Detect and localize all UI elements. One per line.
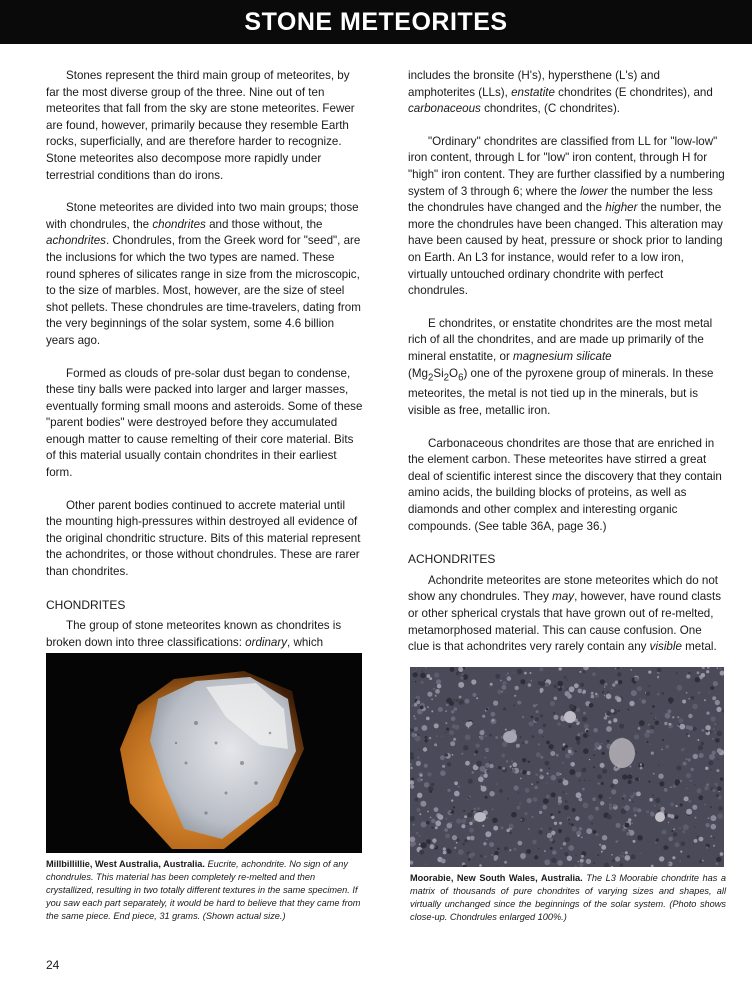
left-column [46, 68, 364, 667]
chondrite-texture-image [410, 667, 724, 867]
right-column [408, 68, 726, 672]
paragraph: "Ordinary" chondrites are classified from LL for "low-low" iron content, through L for "low" iron content, through H for "high" iron content. They are further classified by a numbering system of 3 through 6; where the lower the number the less the chondrules have changed and the higher the number, the more the chondrules have been changed. This alteration may have been caused by heat, pressure or shock prior to landing on Earth. An L3 for instance, would refer to a low iron, virtually untouched ordinary chondrite with perfect chondrules. [408, 134, 725, 298]
paragraph: Stone meteorites are divided into two main groups; those with chondrules, the chondrites and those without, the achondrites. Chondrules, from the Greek word for "seed", are the inclusions for which the two types are named. These round spheres of silicates range in size from the microscopic, to the size of marbles. Most, however, are the size of steel shot pellets. These chondrules are time-travelers, dating from the very beginnings of the solar system, some 4.6 billion years ago. [46, 201, 361, 347]
meteorite-specimen-image [46, 653, 362, 853]
paragraph: includes the bronsite (H's), hypersthene (L's) and amphoterites (LLs), enstatite chondrites (E chondrites), and carbonaceous chondrites, (C chondrites). [408, 69, 713, 116]
section-heading: ACHONDRITES [408, 552, 496, 567]
section-heading: CHONDRITES [46, 597, 126, 612]
chemical-formula: $(Mg_2Si_2O_6)$ [408, 366, 468, 383]
page-header [0, 0, 752, 44]
meteorite-photo-millbillillie [46, 653, 362, 853]
paragraph: E chondrites, or enstatite chondrites are the most metal rich of all the chondrites, and are made up primarily of the mineral enstatite, or magnesium silicate $(Mg_2Si_2O_6)$ one of the pyroxene group of minerals. In these meteorites, the metal is not tied up in the minerals, but is visible as free, metallic iron. [408, 316, 714, 417]
photo-caption-right: Moorabie, New South Wales, Australia. The L3 Moorabie chondrite has a matrix of thousands of pure chondrites of varying sizes and shapes, all virtually unchanged since the beginnings of the solar system. (Photo shows close-up. Chondrules enlarged 100%.) [410, 873, 726, 922]
paragraph: The group of stone meteorites known as chondrites is broken down into three classifications: ordinary, which [46, 619, 342, 649]
photo-caption-left: Millbillillie, West Australia, Australia. Eucrite, achondrite. No sign of any chondrules. This material has been completely re-melted and then crystallized, resulting in two totally different textures in the same specimen. If you saw each part separately, it would be hard to believe that they came from the same piece. End piece, 31 grams. (Shown actual size.) [46, 859, 361, 921]
paragraph: Achondrite meteorites are stone meteorites which do not show any chondrules. They may, however, have round clasts or other spherical crystals that have grown out of re-melted, metamorphosed material. This can cause confusion. One clue is that achondrites very rarely contain any visible metal. [408, 573, 721, 654]
paragraph: Formed as clouds of pre-solar dust began to condense, these tiny balls were packed into larger and larger masses, eventually forming small moons and asteroids. Some of these "parent bodies" were destroyed before they accumulated enough matter to cause remelting of their core material. Bits of this material usually contain chondrites in their earliest form. [46, 366, 363, 480]
meteorite-photo-moorabie [410, 667, 724, 867]
page-title: STONE METEORITES [244, 8, 508, 36]
paragraph: Carbonaceous chondrites are those that are enriched in the element carbon. These meteorites have stirred a great deal of scientific interest since the discovery that they contain amino acids, the building blocks of proteins, as well as diamonds and other complex and interesting organic compounds. (See table 36A, page 36.) [408, 436, 722, 533]
page-number: 24 [46, 958, 60, 972]
paragraph: Stones represent the third main group of meteorites, by far the most diverse group of the three. Nine out of ten meteorites that fall from the sky are stone meteorites. Fewer are found, however, primarily because they resemble Earth rocks, superficially, and are therefore harder to recognize. Stone meteorites also decompose more rapidly under terrestrial conditions than do irons. [46, 69, 355, 182]
paragraph: Other parent bodies continued to accrete material until the mounting high-pressures within destroyed all evidence of the original chondritic structure. Bits of this material represent the achondrites, or those without chondrules. These are rarer than chondrites. [46, 498, 361, 579]
